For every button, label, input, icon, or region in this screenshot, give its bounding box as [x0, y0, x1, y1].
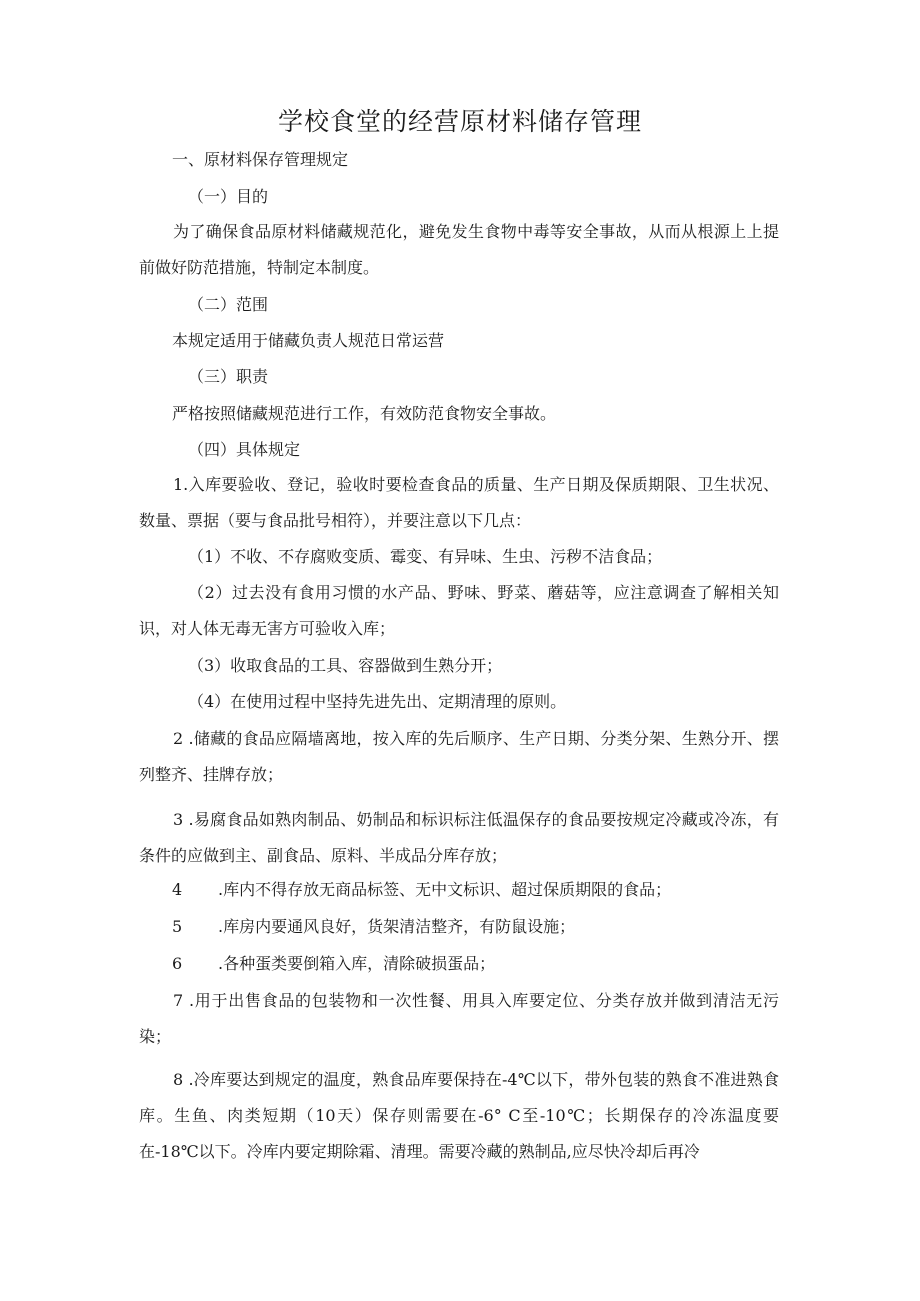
purpose-paragraph: 为了确保食品原材料储藏规范化，避免发生食物中毒等安全事故，从而从根源上上提前做好防范措施，特制定本制度。 [139, 222, 779, 277]
duty-paragraph: 严格按照储藏规范进行工作，有效防范食物安全事故。 [172, 404, 557, 423]
rule-text: .库内不得存放无商品标签、无中文标识、超过保质期限的食品； [218, 880, 672, 899]
rule-8-paragraph: 8 .冷库要达到规定的温度，熟食品库要保持在-4℃以下，带外包装的熟食不准进熟食库。生鱼、肉类短期（10天）保存则需要在-6° C至-10℃；长期保存的冷冻温度要在-18℃以下。冷库内要定期除霜、清理。需要冷藏的熟制品,应尽快冷却后再冷 [139, 1070, 779, 1161]
rule-4-paragraph [172, 879, 671, 901]
rule-1-item: （2）过去没有食用习惯的水产品、野味、野菜、蘑菇等，应注意调查了解相关知识，对人体无毒无害方可验收入库； [139, 583, 779, 638]
rule-text: .各种蛋类要倒箱入库，清除破损蛋品； [218, 954, 496, 973]
rule-number: 5 [172, 917, 183, 936]
rule-7-paragraph: 7 .用于出售食品的包装物和一次性餐、用具入库要定位、分类存放并做到清洁无污染； [139, 991, 779, 1046]
rule-text: .库房内要通风良好，货架清洁整齐，有防鼠设施； [218, 917, 576, 936]
rule-1-item: （3）收取食品的工具、容器做到生熟分开； [188, 656, 503, 675]
rule-1-item: （1）不收、不存腐败变质、霉变、有异味、生虫、污秽不洁食品； [188, 547, 663, 566]
rule-1-item: （4）在使用过程中坚持先进先出、定期清理的原则。 [188, 692, 567, 711]
rule-6-paragraph [172, 953, 495, 975]
rule-2-paragraph: 2 .储藏的食品应隔墙离地，按入库的先后顺序、生产日期、分类分架、生熟分开、摆列整齐、挂牌存放； [139, 729, 779, 784]
rule-3-paragraph: 3 .易腐食品如熟肉制品、奶制品和标识标注低温保存的食品要按规定冷藏或冷冻，有条件的应做到主、副食品、原料、半成品分库存放； [139, 810, 779, 865]
scope-paragraph: 本规定适用于储藏负责人规范日常运营 [172, 331, 445, 350]
subsection-heading-purpose: （一）目的 [188, 187, 269, 206]
rule-5-paragraph [172, 916, 575, 938]
document-title: 学校食堂的经营原材料储存管理 [277, 107, 642, 136]
rule-1-paragraph: 1.入库要验收、登记，验收时要检查食品的质量、生产日期及保质期限、卫生状况、数量、票据（要与食品批号相符），并要注意以下几点： [139, 475, 779, 530]
rule-number: 6 [172, 954, 183, 973]
section-heading: 一、原材料保存管理规定 [172, 150, 349, 169]
subsection-heading-rules: （四）具体规定 [188, 440, 301, 459]
subsection-heading-duty: （三）职责 [188, 367, 269, 386]
subsection-heading-scope: （二）范围 [188, 295, 269, 314]
rule-number: 4 [172, 880, 183, 899]
